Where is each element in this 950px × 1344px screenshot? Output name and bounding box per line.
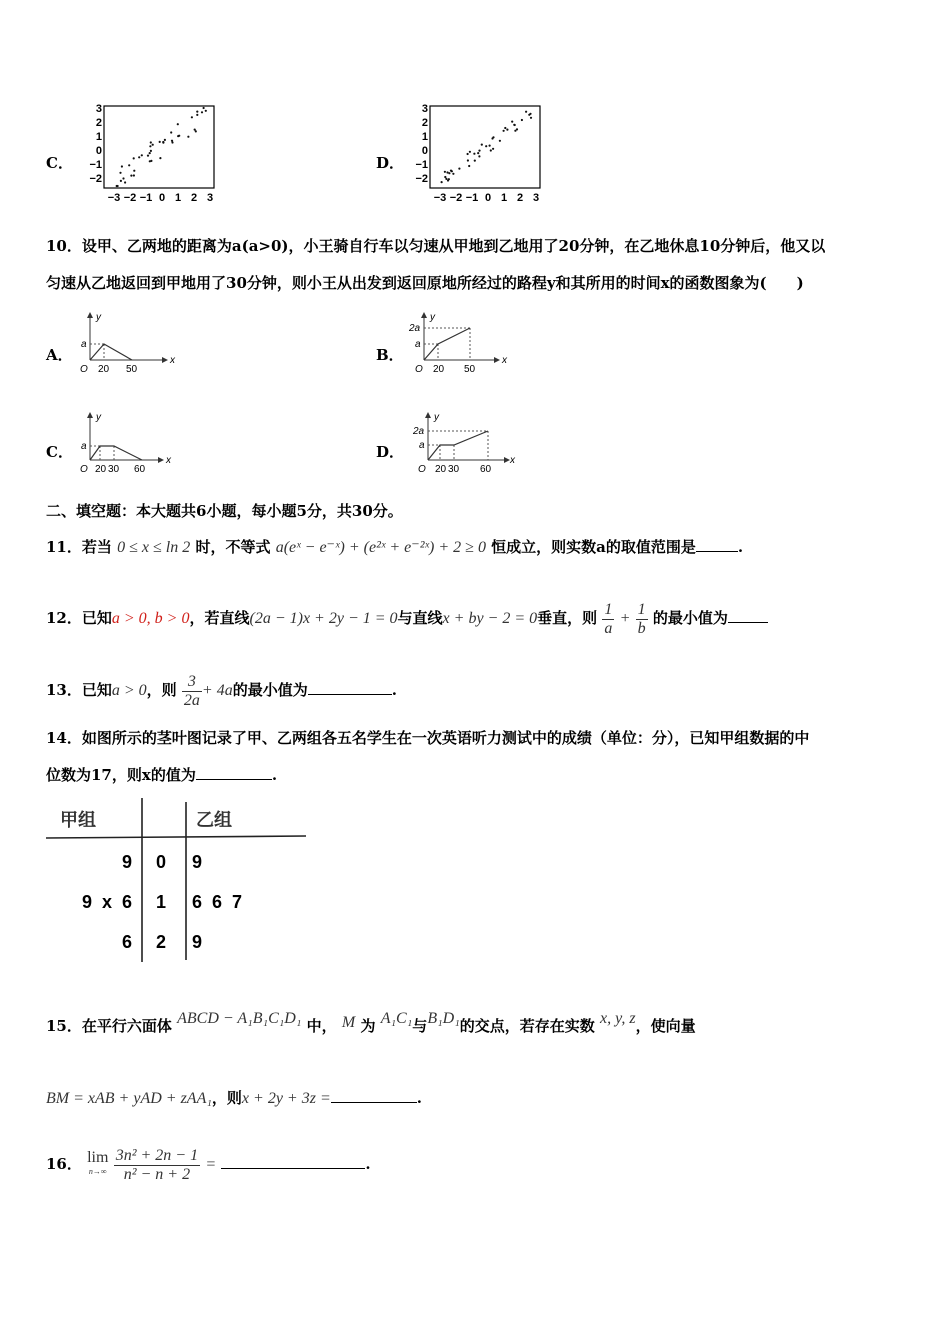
- graph-c-t3: 60: [134, 464, 146, 475]
- scatter-point: [499, 140, 501, 142]
- x-tick-label: 0: [484, 192, 492, 204]
- graph-a-x: x: [170, 355, 175, 366]
- q13-end: .: [391, 681, 397, 699]
- scatter-point: [492, 136, 494, 138]
- q16-fraction: $\frac{\text{3n² + 2n − 1}}{\text{n² − n + 2}}$: [115, 1146, 199, 1183]
- graph-d-y: y: [434, 412, 439, 423]
- scatter-point: [481, 144, 483, 146]
- y-tick-label: −2: [415, 173, 428, 185]
- scatter-point: [452, 173, 454, 175]
- x-tick-label: −1: [139, 192, 153, 204]
- q11-prefix: 11．若当: [46, 538, 112, 556]
- graph-d-a: a: [419, 440, 425, 451]
- q15-line1: [46, 1010, 696, 1037]
- q10-line2: 匀速从乙地返回到甲地用了30分钟，则小王从出发到返回原地所经过的路程y和其所用的时间x的函数图象为( ): [46, 274, 804, 292]
- scatter-point: [159, 157, 161, 159]
- y-tick-label: −2: [89, 173, 102, 185]
- scatter-plot-c: [84, 100, 224, 204]
- stem-leaf-row1-stem: 0: [156, 852, 167, 872]
- q15-solid: ABCD − A₁B₁C₁D₁: [177, 1010, 302, 1027]
- q15-suffix: ，使向量: [635, 1017, 696, 1035]
- x-tick-label: 3: [206, 192, 214, 204]
- scatter-point: [511, 121, 513, 123]
- q12: [46, 598, 768, 639]
- graph-d-x: x: [510, 455, 515, 466]
- q10-option-a[interactable]: A．: [46, 346, 73, 364]
- x-tick-label: 1: [500, 192, 508, 204]
- q11: [46, 537, 743, 558]
- scatter-point: [525, 111, 527, 113]
- x-tick-label: −2: [123, 192, 137, 204]
- graph-c-y: y: [96, 412, 101, 423]
- scatter-point: [444, 171, 446, 173]
- q13-answer-blank[interactable]: [308, 680, 392, 695]
- q10-graph-d: [406, 408, 516, 476]
- stem-leaf-row2-stem: 1: [156, 892, 167, 912]
- scatter-point: [473, 153, 475, 155]
- scatter-point: [196, 111, 198, 113]
- scatter-point: [478, 150, 480, 152]
- x-tick-label: −2: [449, 192, 463, 204]
- scatter-point: [133, 170, 135, 172]
- stem-leaf-row1-left: 9: [121, 852, 132, 872]
- q15-mid2: 为: [360, 1017, 376, 1035]
- q15-mid5: ，则: [211, 1089, 242, 1107]
- q10-graph-b: [406, 310, 506, 376]
- q15-expression: x + 2y + 3z =: [241, 1090, 331, 1107]
- q12-fraction-1: $\frac{1}{a}$: [604, 600, 613, 637]
- graph-b-a: a: [415, 339, 421, 350]
- graph-a-a: a: [81, 339, 87, 350]
- q10-graph-a: [76, 310, 176, 376]
- scatter-point: [117, 185, 119, 187]
- graph-c-x: x: [166, 455, 171, 466]
- scatter-point: [128, 164, 130, 166]
- scatter-point: [529, 113, 531, 115]
- scatter-point: [171, 141, 173, 143]
- q14-answer-blank[interactable]: [196, 765, 272, 780]
- q15-diag-ac: A₁C₁: [380, 1010, 413, 1027]
- q16: [46, 1142, 371, 1187]
- scatter-point: [448, 178, 450, 180]
- q11-inequality: a(eˣ − e⁻ˣ) + (e²ˣ + e⁻²ˣ) + 2 ≥ 0: [275, 539, 486, 556]
- scatter-point: [147, 155, 149, 157]
- x-tick-label: −3: [107, 192, 121, 204]
- graph-a-y: y: [96, 312, 101, 323]
- graph-a-t1: 20: [98, 364, 110, 375]
- q11-suffix: 恒成立，则实数a的取值范围是: [491, 538, 696, 556]
- scatter-point: [492, 148, 494, 150]
- scatter-point: [521, 119, 523, 121]
- scatter-point: [120, 180, 122, 182]
- scatter-point: [150, 141, 152, 143]
- q12-mid2: 与直线: [397, 609, 443, 627]
- scatter-point: [141, 154, 143, 156]
- scatter-point: [504, 127, 506, 129]
- q14-line1: 14．如图所示的茎叶图记录了甲、乙两组各五名学生在一次英语听力测试中的成绩（单位：分），已知甲组数据的中: [46, 729, 810, 747]
- scatter-point: [474, 160, 476, 162]
- scatter-point: [177, 135, 179, 137]
- scatter-point: [119, 172, 121, 174]
- scatter-point: [152, 144, 154, 146]
- scatter-point: [191, 116, 193, 118]
- scatter-point: [469, 151, 471, 153]
- x-tick-label: 3: [532, 192, 540, 204]
- scatter-point: [138, 156, 140, 158]
- section-2-heading: 二、填空题：本大题共6小题，每小题5分，共30分。: [46, 502, 403, 520]
- stem-leaf-row3-right: 9: [192, 932, 203, 952]
- scatter-point: [468, 165, 470, 167]
- scatter-point: [503, 130, 505, 132]
- scatter-point: [150, 160, 152, 162]
- stem-leaf-header-left: 甲组: [60, 810, 96, 830]
- graph-c-a: a: [81, 441, 87, 452]
- scatter-point: [149, 145, 151, 147]
- y-tick-label: 0: [95, 145, 102, 157]
- graph-b-t2: 50: [464, 364, 476, 375]
- q12-condition: a > 0, b > 0: [111, 610, 190, 627]
- option-d-label: D．: [376, 154, 405, 172]
- scatter-point: [164, 139, 166, 141]
- graph-c-o: O: [80, 464, 88, 475]
- scatter-point: [162, 142, 164, 144]
- graph-b-x: x: [502, 355, 507, 366]
- graph-b-2a: 2a: [409, 323, 421, 334]
- q15-xyz: x, y, z: [600, 1010, 636, 1027]
- q15-mid3: 与: [412, 1017, 428, 1035]
- q10-option-b[interactable]: B．: [376, 346, 404, 364]
- q15-prefix: 15．在平行六面体: [46, 1017, 172, 1035]
- x-tick-label: 1: [174, 192, 182, 204]
- q15-vector: BM = xAB + yAD + zAA₁: [46, 1090, 212, 1107]
- graph-d-t3: 60: [480, 464, 492, 475]
- q10-option-c[interactable]: C．: [46, 443, 73, 461]
- graph-d-t1: 20: [435, 464, 447, 475]
- scatter-point: [159, 141, 161, 143]
- q10-option-d[interactable]: D．: [376, 443, 405, 461]
- y-tick-label: 1: [421, 131, 428, 143]
- scatter-point: [196, 114, 198, 116]
- graph-c-t2: 30: [108, 464, 120, 475]
- scatter-point: [441, 181, 443, 183]
- y-tick-label: 1: [95, 131, 102, 143]
- q15-answer-blank[interactable]: [331, 1088, 417, 1103]
- q13-suffix: 的最小值为: [232, 681, 308, 699]
- graph-b-o: O: [415, 364, 423, 375]
- scatter-point: [133, 174, 135, 176]
- scatter-point: [187, 136, 189, 138]
- stem-leaf-row3-left: 6: [121, 932, 132, 952]
- q16-answer-blank[interactable]: [221, 1154, 365, 1169]
- x-tick-label: −1: [465, 192, 479, 204]
- q15-point-m: M: [341, 1014, 356, 1031]
- scatter-point: [513, 124, 515, 126]
- scatter-point: [201, 111, 203, 113]
- q15-mid4: 的交点，若存在实数: [459, 1017, 595, 1035]
- q11-end: .: [737, 538, 744, 556]
- q12-mid1: ，若直线: [189, 609, 250, 627]
- q15-mid1: 中，: [306, 1017, 337, 1035]
- graph-a-o: O: [80, 364, 88, 375]
- q13-mid: ，则: [146, 681, 177, 699]
- scatter-point: [150, 150, 152, 152]
- q16-equals: =: [205, 1156, 217, 1173]
- scatter-point: [478, 155, 480, 157]
- stem-leaf-row2-right: 6 6 7: [192, 892, 243, 912]
- option-c-label: C．: [46, 154, 73, 172]
- q11-mid: 时，不等式: [195, 538, 271, 556]
- q16-limit: lim n→∞: [87, 1149, 109, 1176]
- graph-a-t2: 50: [126, 364, 138, 375]
- q11-answer-blank[interactable]: [696, 537, 738, 552]
- q16-end: .: [365, 1155, 371, 1173]
- q12-line1: (2a − 1)x + 2y − 1 = 0: [249, 610, 398, 627]
- scatter-point: [506, 129, 508, 131]
- y-tick-label: 0: [421, 145, 428, 157]
- q10-line1: 10．设甲、乙两地的距离为a(a>0)，小王骑自行车以匀速从甲地到乙地用了20分钟，在乙地休息10分钟后，他又以: [46, 237, 826, 255]
- scatter-point: [477, 152, 479, 154]
- scatter-point: [130, 175, 132, 177]
- scatter-point: [450, 170, 452, 172]
- scatter-point: [149, 152, 151, 154]
- y-tick-label: −1: [89, 159, 102, 171]
- stem-leaf-header-right: 乙组: [196, 810, 232, 830]
- q13: [46, 670, 397, 711]
- scatter-point: [514, 130, 516, 132]
- y-tick-label: 2: [95, 117, 102, 129]
- stem-leaf-row2-left: 9 x 6: [81, 892, 132, 912]
- scatter-point: [205, 110, 207, 112]
- scatter-point: [177, 123, 179, 125]
- stem-leaf-plot: [46, 798, 308, 966]
- scatter-point: [489, 145, 491, 147]
- scatter-plot-d: [410, 100, 550, 204]
- x-tick-label: 2: [190, 192, 198, 204]
- graph-d-o: O: [418, 464, 426, 475]
- scatter-point: [444, 176, 446, 178]
- scatter-point: [445, 178, 447, 180]
- graph-c-t1: 20: [95, 464, 107, 475]
- q13-prefix: 13．已知: [46, 681, 112, 699]
- x-tick-label: 0: [158, 192, 166, 204]
- scatter-point: [124, 181, 126, 183]
- x-tick-label: 2: [516, 192, 524, 204]
- scatter-point: [530, 117, 532, 119]
- scatter-point: [448, 172, 450, 174]
- scatter-point: [446, 171, 448, 173]
- q15-end: .: [416, 1089, 422, 1107]
- graph-d-2a: 2a: [413, 426, 425, 437]
- scatter-point: [490, 149, 492, 151]
- x-tick-label: −3: [433, 192, 447, 204]
- q12-answer-blank[interactable]: [728, 608, 768, 623]
- scatter-point: [467, 153, 469, 155]
- q15-diag-bd: B₁D₁: [427, 1010, 460, 1027]
- q12-fraction-2: $\frac{1}{b}$: [637, 600, 646, 637]
- q14-end: .: [271, 766, 278, 784]
- scatter-point: [467, 159, 469, 161]
- q12-plus: +: [619, 610, 631, 627]
- q11-condition: 0 ≤ x ≤ ln 2: [117, 539, 191, 556]
- scatter-point: [485, 145, 487, 147]
- q15-line2: [46, 1088, 422, 1109]
- q13-fraction: $\frac{3}{2a}$: [183, 672, 200, 709]
- scatter-point: [121, 165, 123, 167]
- q13-tail: + 4a: [201, 682, 233, 699]
- q16-prefix: 16．: [46, 1155, 82, 1173]
- q10-graph-c: [76, 408, 176, 476]
- graph-b-t1: 20: [433, 364, 445, 375]
- q14-line2-text: 位数为17，则x的值为: [46, 766, 196, 784]
- graph-d-t2: 30: [448, 464, 460, 475]
- stem-leaf-row3-stem: 2: [156, 932, 167, 952]
- q13-condition: a > 0: [111, 682, 147, 699]
- graph-b-y: y: [430, 312, 435, 323]
- scatter-point: [122, 177, 124, 179]
- q12-line2: x + by − 2 = 0: [442, 610, 538, 627]
- scatter-point: [133, 157, 135, 159]
- y-tick-label: 2: [421, 117, 428, 129]
- stem-leaf-row1-right: 9: [192, 852, 203, 872]
- scatter-point: [458, 168, 460, 170]
- y-tick-label: −1: [415, 159, 428, 171]
- y-tick-label: 3: [95, 103, 102, 115]
- scatter-point: [170, 131, 172, 133]
- q12-prefix: 12．已知: [46, 609, 112, 627]
- q12-suffix: 的最小值为: [652, 609, 728, 627]
- y-tick-label: 3: [421, 103, 428, 115]
- q14-line2: [46, 765, 277, 785]
- q12-mid3: 垂直，则: [537, 609, 598, 627]
- scatter-point: [194, 129, 196, 131]
- scatter-point: [203, 107, 205, 109]
